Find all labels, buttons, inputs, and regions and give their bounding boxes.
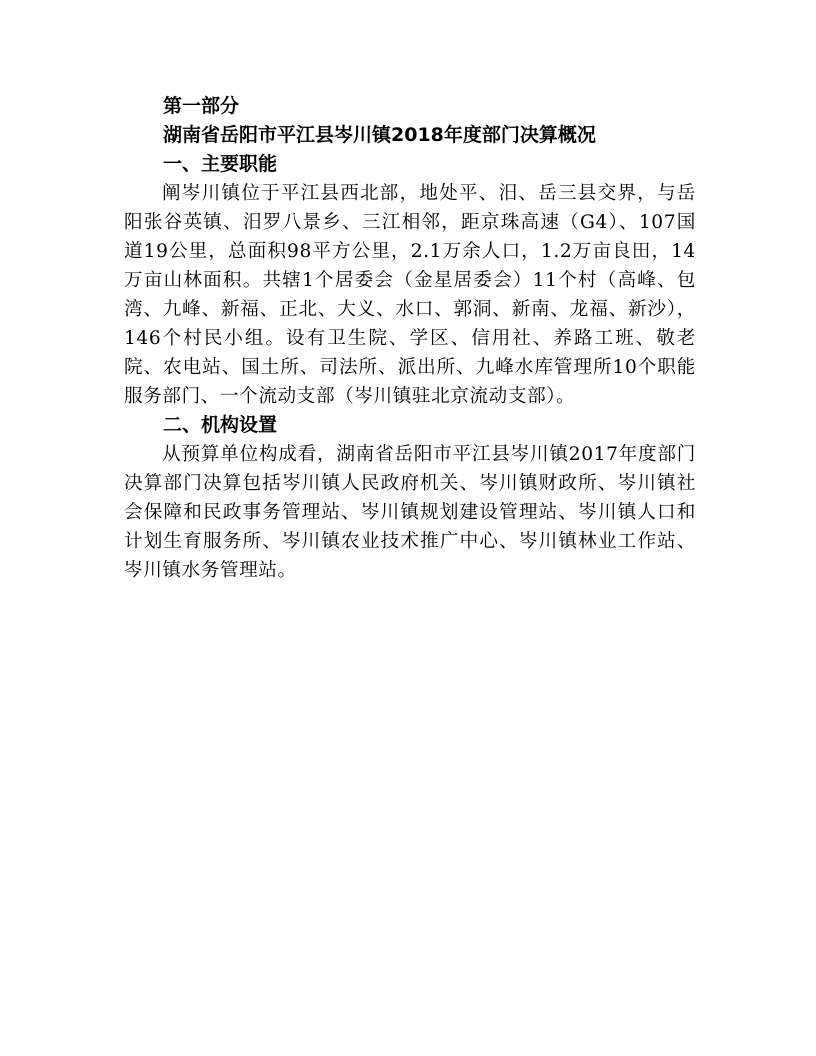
document-body: [124, 92, 696, 585]
section-heading-organization: 二、机构设置: [163, 414, 278, 436]
section-paragraph-organization: 从预算单位构成看，湖南省岳阳市平江县岑川镇2017年度部门决算部门决算包括岑川镇人民政府机关、岑川镇财政所、岑川镇社会保障和民政事务管理站、岑川镇规划建设管理站、岑川镇人口和计划生育服务所、岑川镇农业技术推广中心、岑川镇林业工作站、岑川镇水务管理站。: [124, 444, 696, 581]
section-heading-main-functions: 一、主要职能: [163, 153, 278, 175]
section-paragraph-main-functions: 阐岑川镇位于平江县西北部，地处平、汨、岳三县交界，与岳阳张谷英镇、汨罗八景乡、三江相邻，距京珠高速（G4）、107国道19公里，总面积98平方公里，2.1万余人口，1.2万亩良田，14万亩山林面积。共辖1个居委会（金星居委会）11个村（高峰、包湾、九峰、新福、正北、大义、水口、郭洞、新南、龙福、新沙），146个村民小组。设有卫生院、学区、信用社、养路工班、敬老院、农电站、国土所、司法所、派出所、九峰水库管理所10个职能服务部门、一个流动支部（岑川镇驻北京流动支部）。: [124, 183, 696, 407]
document-title: 湖南省岳阳市平江县岑川镇2018年度部门决算概况: [163, 124, 596, 146]
part-label: 第一部分: [163, 95, 240, 117]
